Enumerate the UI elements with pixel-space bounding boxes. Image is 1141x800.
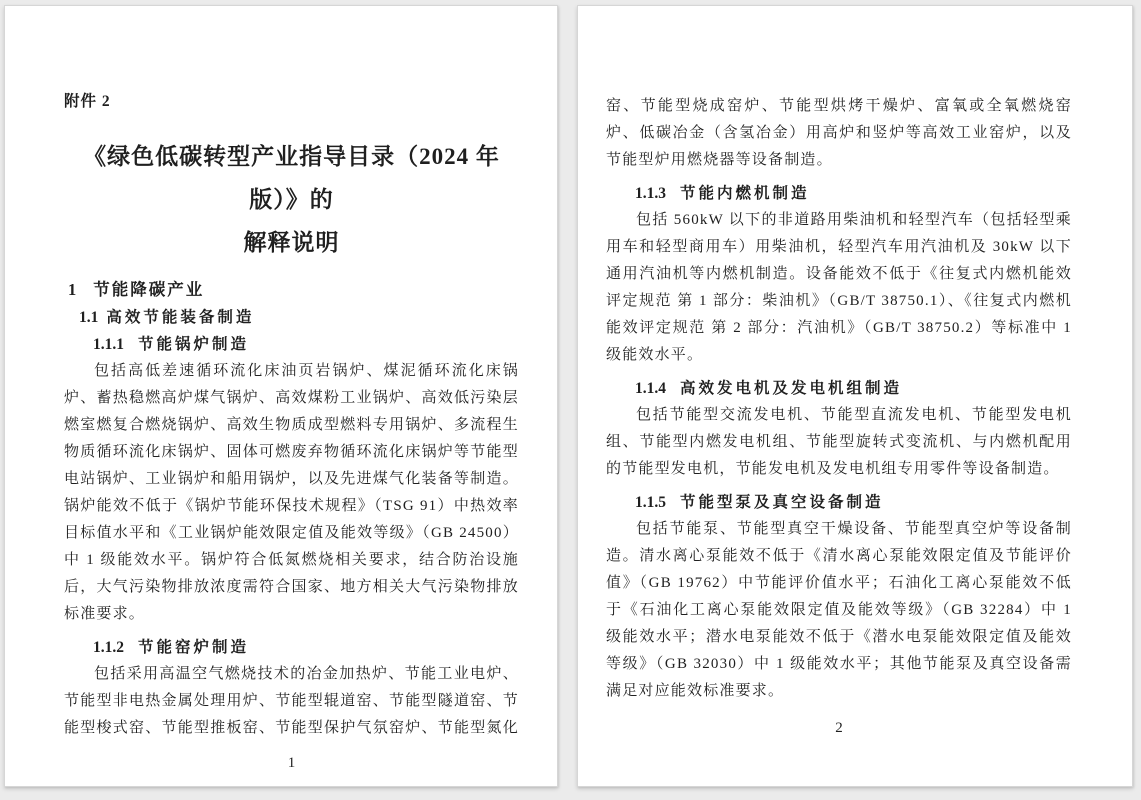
section-heading-1-1-2 (93, 634, 519, 661)
document-title-line1: 《绿色低碳转型产业指导目录（2024 年版）》的 (83, 144, 500, 212)
section-heading-1-1-1-title: 节能锅炉制造 (138, 336, 250, 353)
page-2-content (578, 6, 1132, 786)
section-heading-1-1-5-number: 1.1.5 (635, 494, 666, 511)
paragraph-1-1-2-part1: 包括采用高温空气燃烧技术的冶金加热炉、节能工业电炉、节能型非电热金属处理用炉、节能型辊道窑、节能型隧道窑、节能型梭式窑、节能型推板窑、节能型保护气氛窑炉、节能型氮化 (64, 666, 519, 736)
section-heading-1-1-4-number: 1.1.4 (635, 380, 666, 397)
section-heading-1-1-3 (635, 180, 1072, 207)
paragraph-1-1-4: 包括节能型交流发电机、节能型直流发电机、节能型发电机组、节能型内燃发电机组、节能型旋转式变流机、与内燃机配用的节能型发电机，节能发电机及发电机组专用零件等设备制造。 (606, 407, 1072, 477)
section-heading-1-1-number: 1.1 (79, 309, 99, 326)
section-heading-1-1 (79, 304, 519, 331)
section-heading-1-title: 节能降碳产业 (93, 281, 205, 299)
section-heading-1-1-5 (635, 489, 1072, 516)
attachment-label: 附件 2 (64, 93, 111, 110)
paragraph-1-1-2-part2: 窑、节能型烧成窑炉、节能型烘烤干燥炉、富氧或全氧燃烧窑炉、低碳冶金（含氢冶金）用高炉和竖炉等高效工业窑炉，以及节能型炉用燃烧器等设备制造。 (606, 98, 1072, 168)
section-heading-1-1-1-number: 1.1.1 (93, 336, 124, 353)
page-number-1: 1 (287, 755, 296, 771)
document-title-line2: 解释说明 (243, 230, 340, 255)
section-heading-1-1-1 (93, 331, 519, 358)
paragraph-1-1-3: 包括 560kW 以下的非道路用柴油机和轻型汽车（包括轻型乘用车和轻型商用车）用柴油机，轻型汽车用汽油机及 30kW 以下通用汽油机等内燃机制造。设备能效不低于《往复式内燃机能效评定规范 第 1 部分：柴油机》（GB/T 38750.1）、《往复式内燃机能效评定规范 第 2 部分：汽油机》（GB/T 38750.2）等标准中 1 级能效水平。 (606, 212, 1072, 363)
section-heading-1 (68, 276, 519, 304)
section-heading-1-1-4-title: 高效发电机及发电机组制造 (680, 380, 903, 397)
page-1 (4, 5, 558, 787)
section-heading-1-1-3-number: 1.1.3 (635, 185, 666, 202)
page-number-2: 2 (835, 720, 843, 736)
page-2 (577, 5, 1133, 787)
section-heading-1-1-title: 高效节能装备制造 (106, 309, 255, 326)
page-1-content (5, 6, 557, 786)
paragraph-1-1-5: 包括节能泵、节能型真空干燥设备、节能型真空炉等设备制造。清水离心泵能效不低于《清水离心泵能效限定值及节能评价值》（GB 19762）中节能评价值水平；石油化工离心泵能效不低于《石油化工离心泵能效限定值及能效等级》（GB 32284）中 1 级能效水平；潜水电泵能效不低于《潜水电泵能效限定值及能效等级》（GB 32030）中 1 级能效水平；其他节能泵及真空设备需满足对应能效标准要求。 (606, 521, 1072, 699)
section-heading-1-1-3-title: 节能内燃机制造 (680, 185, 810, 202)
section-heading-1-1-4 (635, 375, 1072, 402)
section-heading-1-1-2-number: 1.1.2 (93, 639, 124, 656)
section-heading-1-1-5-title: 节能型泵及真空设备制造 (680, 494, 884, 511)
section-heading-1-number: 1 (68, 280, 77, 299)
document-title (64, 135, 519, 264)
paragraph-1-1-1: 包括高低差速循环流化床油页岩锅炉、煤泥循环流化床锅炉、蓄热稳燃高炉煤气锅炉、高效煤粉工业锅炉、高效低污染层燃室燃复合燃烧锅炉、高效生物质成型燃料专用锅炉、多流程生物质循环流化床锅炉、固体可燃废弃物循环流化床锅炉等节能型电站锅炉、工业锅炉和船用锅炉，以及先进煤气化装备等制造。锅炉能效不低于《锅炉节能环保技术规程》（TSG 91）中热效率目标值水平和《工业锅炉能效限定值及能效等级》（GB 24500）中 1 级能效水平。锅炉符合低氮燃烧相关要求，结合防治设施后，大气污染物排放浓度需符合国家、地方相关大气污染物排放标准要求。 (64, 363, 519, 622)
section-heading-1-1-2-title: 节能窑炉制造 (138, 639, 250, 656)
